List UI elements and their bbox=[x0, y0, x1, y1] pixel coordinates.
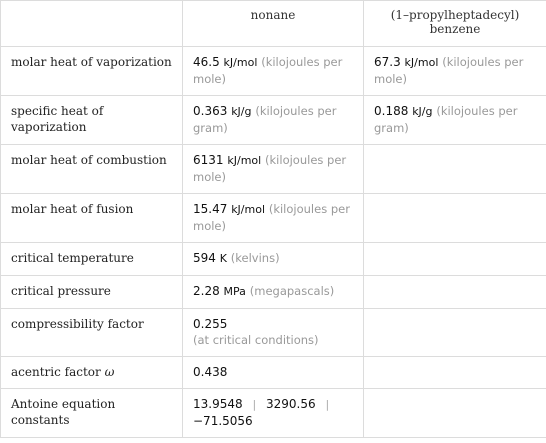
table-row bbox=[1, 243, 546, 276]
row-label bbox=[1, 357, 183, 389]
value-cell-nonane bbox=[183, 96, 364, 145]
row-label: molar heat of fusion bbox=[1, 194, 183, 243]
row-label: critical pressure bbox=[1, 276, 183, 309]
table-row bbox=[1, 145, 546, 194]
value-cell-benzene-empty bbox=[364, 389, 546, 438]
header-empty-cell bbox=[1, 1, 183, 47]
value-description: (kilojoules per mole) bbox=[193, 202, 350, 233]
value-number: 15.47 bbox=[193, 202, 228, 216]
value-cell-nonane bbox=[183, 145, 364, 194]
separator: | bbox=[325, 398, 330, 411]
value-number: 2.28 bbox=[193, 284, 220, 298]
value-unit: K bbox=[219, 252, 227, 265]
row-label: specific heat of vaporization bbox=[1, 96, 183, 145]
value-cell-benzene bbox=[364, 47, 546, 96]
row-label: Antoine equation constants bbox=[1, 389, 183, 438]
header-propylheptadecylbenzene: (1–propylheptadecyl) benzene bbox=[364, 1, 546, 47]
value-cell-benzene-empty bbox=[364, 309, 546, 357]
antoine-a: 13.9548 bbox=[193, 397, 243, 411]
value-number: 0.363 bbox=[193, 104, 228, 118]
table-row bbox=[1, 309, 546, 357]
value-number: 0.255 bbox=[193, 317, 228, 331]
table-row bbox=[1, 276, 546, 309]
value-description: (kilojoules per mole) bbox=[193, 55, 343, 86]
value-cell-benzene-empty bbox=[364, 145, 546, 194]
value-description: (kilojoules per mole) bbox=[374, 55, 524, 86]
row-label: compressibility factor bbox=[1, 309, 183, 357]
row-label: molar heat of combustion bbox=[1, 145, 183, 194]
value-number: 67.3 bbox=[374, 55, 401, 69]
value-unit: MPa bbox=[223, 285, 246, 298]
separator: | bbox=[252, 398, 257, 411]
value-cell-nonane bbox=[183, 309, 364, 357]
value-unit: kJ/mol bbox=[404, 56, 439, 69]
value-number: 594 bbox=[193, 251, 216, 265]
value-description: (kilojoules per mole) bbox=[193, 153, 347, 184]
antoine-c: −71.5056 bbox=[193, 414, 253, 428]
omega-symbol: ω bbox=[104, 365, 115, 379]
value-description: (at critical conditions) bbox=[193, 333, 319, 347]
value-cell-benzene-empty bbox=[364, 243, 546, 276]
value-unit: kJ/mol bbox=[227, 154, 262, 167]
value-cell-nonane bbox=[183, 357, 364, 389]
table-row bbox=[1, 194, 546, 243]
header-nonane: nonane bbox=[183, 1, 364, 47]
value-unit: kJ/g bbox=[231, 105, 252, 118]
value-number: 0.188 bbox=[374, 104, 409, 118]
value-cell-benzene-empty bbox=[364, 357, 546, 389]
value-cell-nonane bbox=[183, 194, 364, 243]
value-cell-nonane bbox=[183, 389, 364, 438]
value-cell-benzene-empty bbox=[364, 276, 546, 309]
antoine-b: 3290.56 bbox=[266, 397, 316, 411]
value-cell-nonane bbox=[183, 276, 364, 309]
table-row bbox=[1, 47, 546, 96]
value-unit: kJ/mol bbox=[231, 203, 266, 216]
row-label: critical temperature bbox=[1, 243, 183, 276]
value-unit: kJ/g bbox=[412, 105, 433, 118]
value-cell-nonane bbox=[183, 243, 364, 276]
value-cell-nonane bbox=[183, 47, 364, 96]
value-description: (megapascals) bbox=[249, 284, 335, 298]
value-cell-benzene-empty bbox=[364, 194, 546, 243]
value-number: 0.438 bbox=[193, 365, 228, 379]
value-description: (kelvins) bbox=[230, 251, 280, 265]
table-row bbox=[1, 96, 546, 145]
value-unit: kJ/mol bbox=[223, 56, 258, 69]
value-description: (kilojoules per gram) bbox=[193, 104, 337, 135]
table-row bbox=[1, 389, 546, 438]
value-number: 46.5 bbox=[193, 55, 220, 69]
row-label-text: acentric factor bbox=[11, 365, 101, 379]
header-row bbox=[1, 1, 546, 47]
value-number: 6131 bbox=[193, 153, 224, 167]
row-label: molar heat of vaporization bbox=[1, 47, 183, 96]
value-cell-benzene bbox=[364, 96, 546, 145]
value-description: (kilojoules per gram) bbox=[374, 104, 518, 135]
table-row bbox=[1, 357, 546, 389]
